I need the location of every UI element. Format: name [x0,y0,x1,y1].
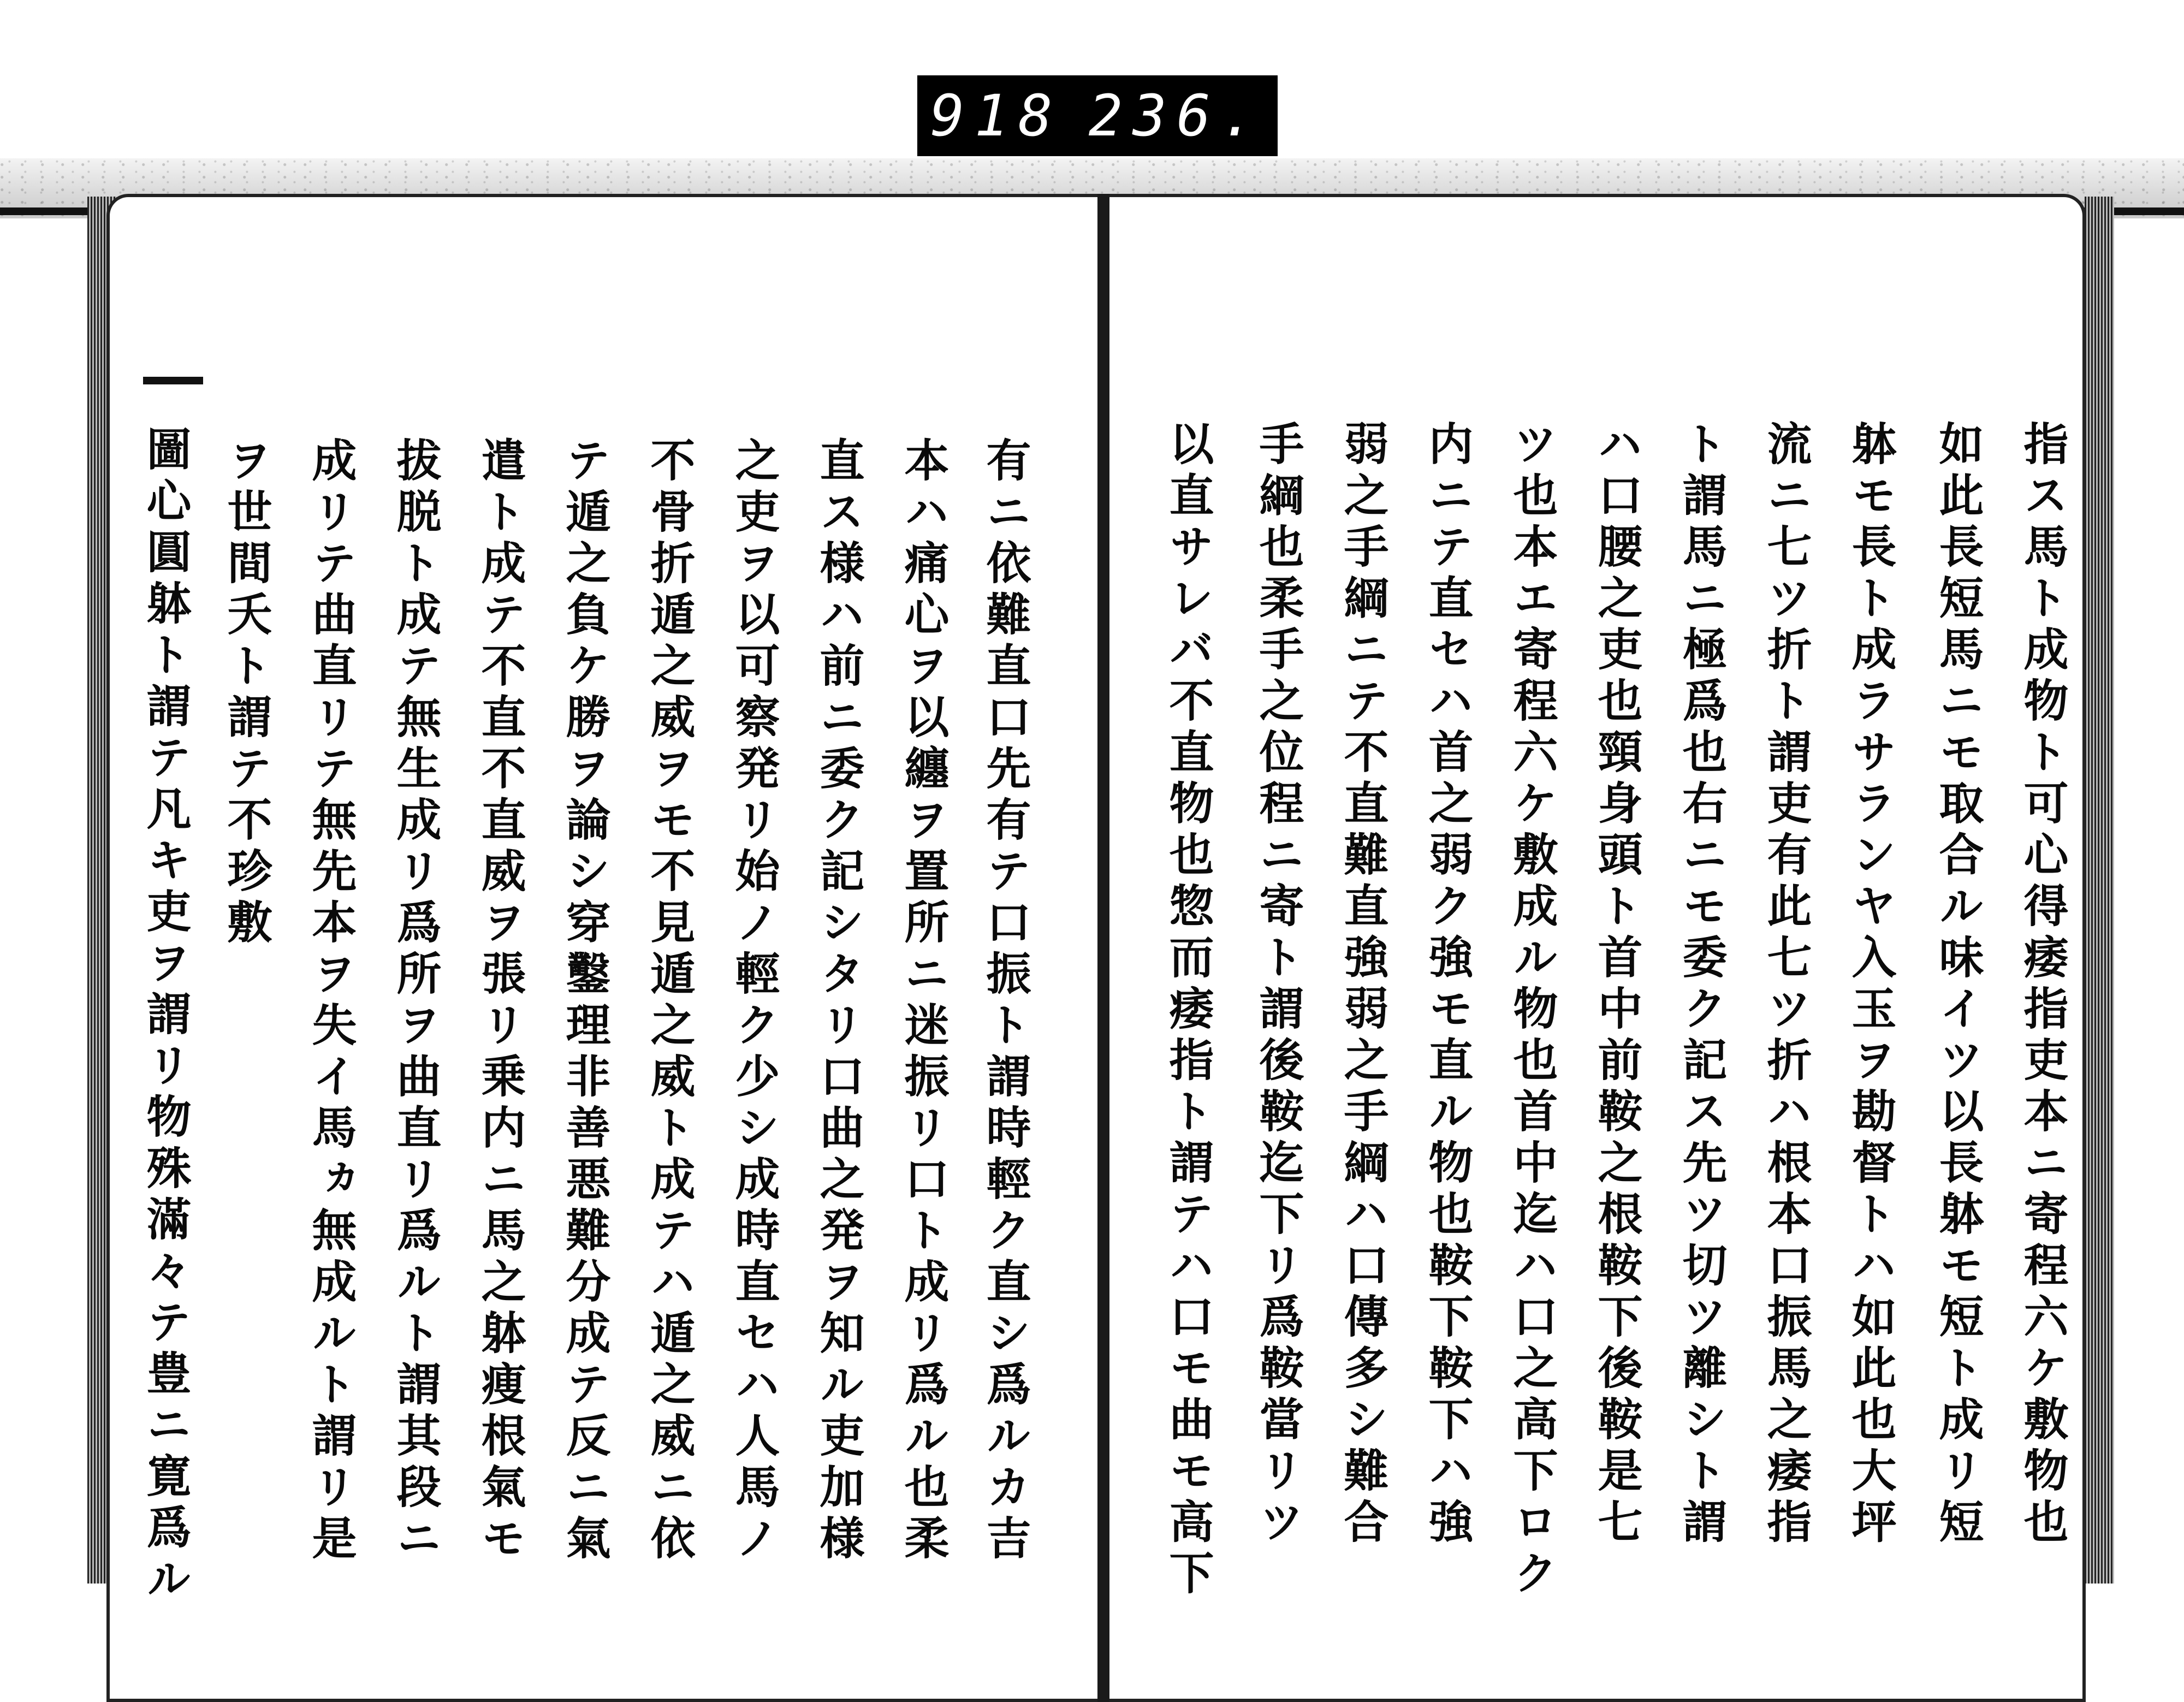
item-heading-mark [143,377,203,384]
left-column-10: ヲ世間夭ト謂テ不珍敷 [220,437,272,950]
right-column-10: 手綱也柔手之位程ニ寄ト謂後鞍迄下リ爲鞍當リツ [1252,420,1304,1550]
left-column-8: 拔脱ト成テ無生成リ爲所ヲ曲直リ爲ルト謂其段ニ [389,437,442,1566]
right-column-5: ト謂馬ニ極爲也右ニモ委ク記ス先ツ切ツ離シト謂 [1675,420,1728,1550]
left-column-3: 直ス様ハ前ニ委ク記シタリ口曲之発ヲ知ル吏加様 [812,437,865,1566]
label-left-number: 918 [930,82,1063,149]
left-column-4: 之吏ヲ以可察発リ始ノ輕ク少シ成時直セハ人馬ノ [728,437,780,1566]
left-column-2: 本ハ痛心ヲ以纏ヲ置所ニ迷振リ口ト成リ爲ル也柔 [897,437,949,1566]
left-column-5: 不骨折遁之威ヲモ不見遁之威ト成テハ遁之威ニ依 [643,437,696,1566]
right-column-6: ハ口腰之吏也頸身頭ト首中前鞍之根鞍下後鞍是七 [1590,420,1643,1550]
archive-label [917,75,1278,156]
left-column-9: 成リテ曲直リテ無先本ヲ失イ馬ヵ無成ルト謂リ是 [305,437,357,1566]
right-column-4: 流ニ七ツ折ト謂吏有此七ツ折ハ根本口振馬之痿指 [1760,420,1812,1550]
left-column-item: 圖心圓躰ト謂テ凡キ吏ヲ謂リ物殊滿々テ豊ニ寛爲ル [139,426,192,1606]
label-right-number: 236. [1088,82,1265,149]
right-column-7: ツ也本エ寄程六ケ敷成ル物也首中迄ハ口之高下ロク [1506,420,1558,1601]
right-column-9: 弱之手綱ニテ不直難直強弱之手綱ハ口傳多シ難合 [1337,420,1389,1550]
left-column-1: 有ニ依難直口先有テ口振ト謂時輕ク直シ爲ルカ吉 [979,437,1031,1566]
book-spine [1097,194,1109,1702]
right-column-2: 如此長短馬ニモ取合ル味イツ以長躰モ短ト成リ短 [1932,420,1984,1550]
right-column-8: 内ニテ直セハ首之弱ク強モ直ル物也鞍下鞍下ハ強 [1421,420,1474,1550]
left-column-7: 遣ト成テ不直不直威ヲ張リ乗内ニ馬之躰痩根氣モ [474,437,526,1566]
right-page-edge [2085,197,2114,1584]
right-column-11: 以直サレバ不直物也惣而痿指ト謂テハ口モ曲モ高下 [1162,420,1214,1601]
left-column-6: テ遁之負ケ勝ヲ論シ穿鑿理非善悪難分成テ反ニ氣 [559,437,611,1566]
right-column-3: 躰モ長ト成ラサランヤ入玉ヲ勘督トハ如此也大坪 [1844,420,1897,1550]
right-column-1: 指ス馬ト成物ト可心得痿指吏本ニ寄程六ケ敷物也 [2016,420,2069,1550]
